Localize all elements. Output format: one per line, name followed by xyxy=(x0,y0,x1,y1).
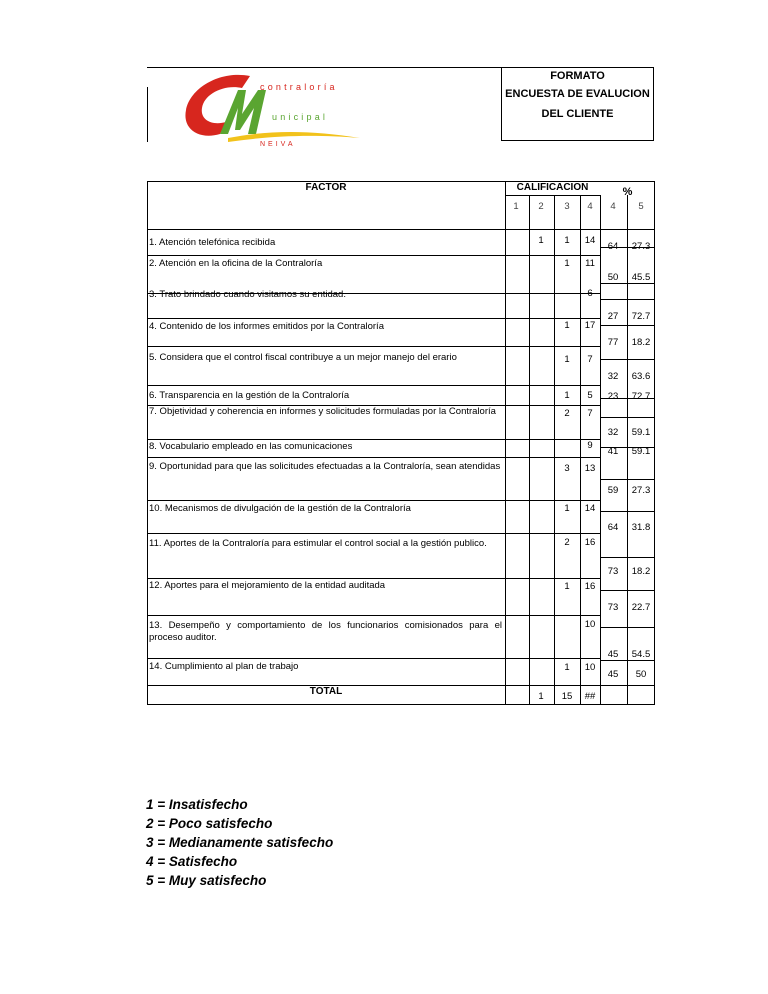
row-8-count-c4: 9 xyxy=(587,440,593,451)
row-separator-factor xyxy=(147,578,505,579)
row-11-count-c3: 2 xyxy=(564,537,570,548)
row-separator-factor xyxy=(147,385,505,386)
row-13-count-c4: 10 xyxy=(584,619,596,630)
row-separator-factor xyxy=(147,255,505,256)
total-label: TOTAL xyxy=(309,686,343,697)
factor-row-8: 8. Vocabulario empleado en las comunicaciones xyxy=(149,441,353,452)
factor-row-12: 12. Aportes para el mejoramiento de la entidad auditada xyxy=(149,580,386,591)
legend-item-3: 3 = Medianamente satisfecho xyxy=(146,835,334,850)
factor-row-2: 2. Atención en la oficina de la Contraloría xyxy=(149,258,323,269)
percent-header: % xyxy=(622,186,633,198)
row-13-pct-p4: 45 xyxy=(607,649,619,660)
total-count-c3: 15 xyxy=(561,691,573,702)
row-1-pct-p5: 27.3 xyxy=(631,241,651,252)
row-separator-counts xyxy=(505,255,600,256)
row-7-pct-p4: 32 xyxy=(607,427,619,438)
legend-item-1: 1 = Insatisfecho xyxy=(146,797,248,812)
factor-row-3: 3. Trato brindado cuando visitamos su entidad. xyxy=(149,289,346,300)
row-3-pct-p4: 27 xyxy=(607,311,619,322)
legend-item-2: 2 = Poco satisfecho xyxy=(146,816,273,831)
row-2-pct-p4: 50 xyxy=(607,272,619,283)
row-2-count-c4: 11 xyxy=(585,258,595,269)
row-4-pct-p4: 77 xyxy=(607,337,619,348)
row-9-pct-p5: 27.3 xyxy=(631,485,651,496)
row-1-count-c4: 14 xyxy=(584,235,596,246)
row-5-count-c4: 7 xyxy=(587,354,593,365)
rating-legend xyxy=(146,795,333,890)
row-separator-counts xyxy=(505,385,600,386)
row-11-pct-p5: 18.2 xyxy=(631,566,651,577)
row-14-count-c3: 1 xyxy=(564,662,570,673)
header-title-line2: ENCUESTA DE EVALUCION xyxy=(505,88,650,100)
column-line-1 xyxy=(529,195,530,705)
row-1-count-c2: 1 xyxy=(538,235,544,246)
row-10-count-c4: 14 xyxy=(584,503,596,514)
factor-row-6: 6. Transparencia en la gestión de la Contraloría xyxy=(149,390,350,401)
row-1-count-c3: 1 xyxy=(564,235,570,246)
legend-item-4: 4 = Satisfecho xyxy=(146,854,238,869)
column-line-3 xyxy=(580,195,581,705)
row-separator-factor xyxy=(147,318,505,319)
factor-row-9: 9. Oportunidad para que las solicitudes efectuadas a la Contraloría, sean atendidas xyxy=(149,461,501,472)
subheader-4: 4 xyxy=(587,201,593,212)
subheader-2: 2 xyxy=(538,201,544,212)
row-6-count-c3: 1 xyxy=(564,390,570,401)
row-separator-counts xyxy=(505,533,600,534)
row-separator-factor xyxy=(147,500,505,501)
row-11-pct-p4: 73 xyxy=(607,566,619,577)
row-separator-factor xyxy=(147,615,505,616)
row-separator-factor xyxy=(147,439,505,440)
factor-row-13: 13. Desempeño y comportamiento de los funcionarios comisionados para el proceso auditor. xyxy=(149,620,502,643)
row-12-pct-p4: 73 xyxy=(607,602,619,613)
row-separator-factor xyxy=(147,533,505,534)
row-13-pct-p5: 54.5 xyxy=(631,649,651,660)
factor-row-7: 7. Objetividad y coherencia en informes y solicitudes formuladas por la Contraloría xyxy=(149,406,496,417)
legend-item-5: 5 = Muy satisfecho xyxy=(146,873,267,888)
row-1-pct-p4: 64 xyxy=(607,241,619,252)
row-2-count-c3: 1 xyxy=(564,258,570,269)
total-count-c2: 1 xyxy=(538,691,544,702)
row-separator-counts xyxy=(505,405,600,406)
row-9-count-c4: 13 xyxy=(584,463,596,474)
row-3-count-c4: 6 xyxy=(587,288,593,299)
row-separator-factor xyxy=(147,346,505,347)
contraloria-logo xyxy=(180,68,370,148)
row-12-pct-p5: 22.7 xyxy=(631,602,651,613)
row-9-count-c3: 3 xyxy=(564,463,570,474)
row-11-count-c4: 16 xyxy=(584,537,596,548)
row-14-pct-p5: 50 xyxy=(635,669,647,680)
row-4-count-c3: 1 xyxy=(564,320,570,331)
column-line-0 xyxy=(505,181,506,705)
row-separator-factor xyxy=(147,457,505,458)
row-4-pct-p5: 18.2 xyxy=(631,337,651,348)
calificacion-underline xyxy=(505,195,600,196)
header-left-border xyxy=(147,87,148,142)
header-bottom-line xyxy=(147,229,654,230)
row-separator-counts xyxy=(505,578,600,579)
row-separator-factor xyxy=(147,658,505,659)
total-count-c4: ## xyxy=(584,691,596,702)
factor-row-1: 1. Atención telefónica recibida xyxy=(149,237,276,248)
row-5-count-c3: 1 xyxy=(564,354,570,365)
factor-header: FACTOR xyxy=(305,182,347,193)
row-8-pct-p4: 41 xyxy=(607,446,619,457)
row-7-count-c4: 7 xyxy=(587,408,593,419)
calificacion-header: CALIFICACION xyxy=(516,182,589,193)
row-14-count-c4: 10 xyxy=(584,662,596,673)
row-2-pct-p5: 45.5 xyxy=(631,272,651,283)
row-7-pct-p5: 59.1 xyxy=(631,427,651,438)
row-separator-counts xyxy=(505,615,600,616)
subheader-6: 5 xyxy=(638,201,644,212)
factor-row-14: 14. Cumplimiento al plan de trabajo xyxy=(149,661,299,672)
row-12-count-c3: 1 xyxy=(564,581,570,592)
column-line-5 xyxy=(627,195,628,705)
header-title-line3: DEL CLIENTE xyxy=(541,108,614,120)
row-12-count-c4: 16 xyxy=(584,581,596,592)
factor-row-4: 4. Contenido de los informes emitidos por la Contraloría xyxy=(149,321,384,332)
row-6-count-c4: 5 xyxy=(587,390,593,401)
header-title-line1: FORMATO xyxy=(550,70,605,82)
logo-word-top: contraloría xyxy=(260,82,338,92)
factor-row-5: 5. Considera que el control fiscal contribuye a un mejor manejo del erario xyxy=(149,352,457,363)
row-4-count-c4: 17 xyxy=(584,320,596,331)
row-3-pct-p5: 72.7 xyxy=(631,311,651,322)
row-10-count-c3: 1 xyxy=(564,503,570,514)
row-6-pct-p5: 72.7 xyxy=(631,391,651,402)
subheader-3: 3 xyxy=(564,201,570,212)
factor-row-10: 10. Mecanismos de divulgación de la gestión de la Contraloría xyxy=(149,503,411,514)
row-separator-counts xyxy=(505,500,600,501)
subheader-5: 4 xyxy=(610,201,616,212)
row-separator-counts xyxy=(505,346,600,347)
row-9-pct-p4: 59 xyxy=(607,485,619,496)
row-10-pct-p4: 64 xyxy=(607,522,619,533)
row-5-pct-p5: 63.6 xyxy=(631,371,651,382)
logo-word-mid: unicipal xyxy=(272,112,329,122)
row-5-pct-p4: 32 xyxy=(607,371,619,382)
factor-row-11: 11. Aportes de la Contraloría para estimular el control social a la gestión publico. xyxy=(149,538,487,549)
subheader-1: 1 xyxy=(513,201,519,212)
column-line-4 xyxy=(600,195,601,705)
row-separator-counts xyxy=(505,318,600,319)
logo-word-bottom: NEIVA xyxy=(260,141,296,148)
row-10-pct-p5: 31.8 xyxy=(631,522,651,533)
row-7-count-c3: 2 xyxy=(564,408,570,419)
row-6-pct-p4: 23 xyxy=(607,391,619,402)
row-14-pct-p4: 45 xyxy=(607,669,619,680)
row-separator-counts xyxy=(505,658,600,659)
row-separator-counts xyxy=(505,457,600,458)
row-8-pct-p5: 59.1 xyxy=(631,446,651,457)
column-line-2 xyxy=(554,195,555,705)
